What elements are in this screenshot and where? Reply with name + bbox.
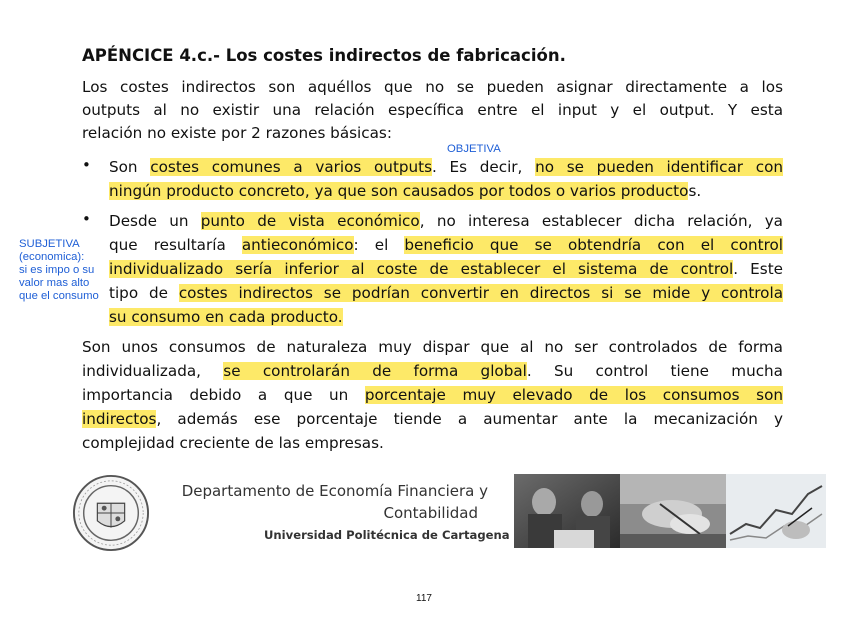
closing-line-2: individualizada, se controlarán de forma global. Su control tiene mucha: [82, 362, 783, 380]
annotation-subjetiva: SUBJETIVA (economica): si es impo o su valor mas alto que el consumo: [19, 238, 99, 302]
highlight: beneficio que se obtendría con el control: [404, 236, 784, 254]
closing-line-3: importancia debido a que un porcentaje muy elevado de los consumos son: [82, 386, 783, 404]
bullet-2-line-2: que resultaría antieconómico: el beneficio que se obtendría con el control: [109, 236, 784, 254]
bullet-2-line-5: [109, 306, 783, 330]
bullet-1-line-2: ningún producto concreto, ya que son causados por todos o varios productos.: [109, 182, 702, 200]
department-name: Departamento de Economía Financiera y Contabilidad: [181, 482, 488, 522]
highlight: se controlarán de forma global: [223, 362, 527, 380]
closing-line-1: Son unos consumos de naturaleza muy dispar que al no ser controlados de forma: [82, 338, 783, 356]
university-seal-logo: [72, 474, 150, 552]
bullet-1-marker: •: [82, 156, 91, 174]
bullet-2-line-4: tipo de costes indirectos se podrían convertir en directos si se mide y controla: [109, 284, 783, 302]
closing-line-4: indirectos, además ese porcentaje tiende a aumentar ante la mecanización y: [82, 410, 783, 428]
intro-line-3: relación no existe por 2 razones básicas:: [82, 124, 392, 142]
highlight: no se pueden identificar con: [535, 158, 783, 176]
bullet-2-line-3: individualizado sería inferior al coste de establecer el sistema de control. Este: [109, 260, 783, 278]
banner-photos: [514, 474, 826, 548]
intro-line-1: Los costes indirectos son aquéllos que no se pueden asignar directamente a los: [82, 78, 783, 96]
highlight: individualizado sería inferior al coste de establecer el sistema de control: [109, 260, 734, 278]
highlight: porcentaje muy elevado de los consumos son: [364, 386, 783, 404]
highlight: su consumo en cada producto.: [109, 308, 343, 326]
highlight: indirectos: [82, 410, 157, 428]
bullet-1-line-1: Son costes comunes a varios outputs. Es decir, no se pueden identificar con: [109, 158, 783, 176]
highlight: costes comunes a varios outputs: [150, 158, 433, 176]
intro-line-2: outputs al no existir una relación específica entre el input y el output. Y esta: [82, 101, 783, 119]
page-number: 117: [416, 593, 432, 604]
bullet-2-marker: •: [82, 210, 91, 228]
highlight: antieconómico: [241, 236, 354, 254]
page-title: APÉNCICE 4.c.- Los costes indirectos de fabricación.: [82, 46, 566, 65]
highlight: punto de vista económico: [200, 212, 420, 230]
highlight: ningún producto concreto, ya que son causados por todos o varios producto: [109, 182, 689, 200]
finance-chart-photo: [726, 474, 826, 548]
annotation-objetiva: OBJETIVA: [447, 143, 501, 155]
business-meeting-photo: [514, 474, 620, 548]
bullet-2-line-1: Desde un punto de vista económico, no interesa establecer dicha relación, ya: [109, 212, 783, 230]
closing-line-5: complejidad creciente de las empresas.: [82, 434, 384, 452]
highlight: costes indirectos se podrían convertir en directos si se mide y controla: [178, 284, 783, 302]
hands-with-pen-photo: [620, 474, 726, 548]
university-name: Universidad Politécnica de Cartagena: [264, 528, 510, 542]
